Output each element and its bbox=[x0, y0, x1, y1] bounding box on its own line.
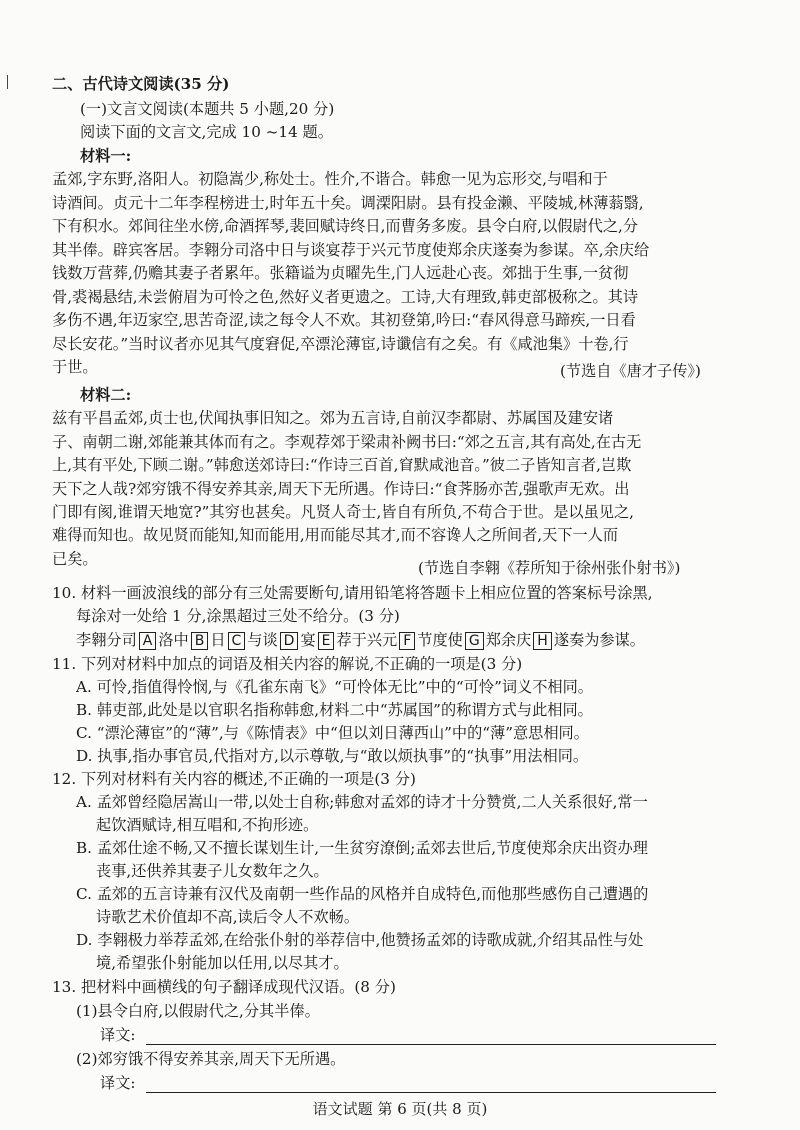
q10-segment: 李翱分司 bbox=[76, 631, 137, 649]
q13-item-2: (2)郊穷饿不得安养其亲,周天下无所遇。 bbox=[76, 1050, 346, 1068]
material2-line: 难得而知也。故见贤而能知,知而能用,用而能尽其才,而不容谗人之所间者,天下一人而 bbox=[52, 526, 619, 544]
section-title: 二、古代诗文阅读(35 分) bbox=[52, 75, 230, 93]
material2-source: (节选自李翱《荐所知于徐州张仆射书》) bbox=[418, 559, 681, 577]
q11-option-d: D. 执事,指办事官员,代指对方,以示尊敬,与“敢以烦执事”的“执事”用法相同。 bbox=[76, 747, 589, 765]
q12-option-c-cont: 诗歌艺术价值却不高,读后令人不欢畅。 bbox=[96, 908, 360, 926]
margin-mark bbox=[7, 75, 8, 89]
q11-stem: 11. 下列对材料中加点的词语及相关内容的解说,不正确的一项是(3 分) bbox=[52, 655, 523, 673]
q13-answer-label-1: 译文: bbox=[100, 1026, 136, 1044]
q12-option-a-cont: 起饮酒赋诗,相互唱和,不拘形迹。 bbox=[96, 816, 319, 834]
q13-answer-line-2[interactable] bbox=[146, 1092, 716, 1093]
q10-box-g[interactable]: G bbox=[465, 632, 484, 650]
material1-line: 钱数万营葬,仍赡其妻子者累年。张籍谥为贞曜先生,门人远赴心丧。郊拙于生事,一贫彻 bbox=[52, 264, 629, 282]
q11-option-c: C. “漂沦薄宦”的“薄”,与《陈情表》中“但以刘日薄西山”中的“薄”意思相同。 bbox=[76, 724, 589, 742]
instruction: 阅读下面的文言文,完成 10 ~14 题。 bbox=[80, 123, 333, 141]
material1-line: 尽长安花。”当时议者亦见其气度窘促,卒漂沦薄宦,诗谶信有之矣。有《咸池集》十卷,行 bbox=[52, 335, 629, 353]
material1-label: 材料一: bbox=[80, 147, 132, 165]
q10-segment: 郑余庆 bbox=[485, 631, 532, 649]
q10-box-d[interactable]: D bbox=[280, 632, 299, 650]
q10-segment: 荐于兴元 bbox=[336, 631, 398, 649]
q10-stem-cont: 每涂对一处给 1 分,涂黑超过三处不给分。(3 分) bbox=[76, 607, 400, 625]
q11-option-a: A. 可怜,指值得怜悯,与《孔雀东南飞》“可怜体无比”中的“可怜”词义不相同。 bbox=[76, 678, 593, 696]
q10-segment: 日 bbox=[210, 631, 226, 649]
q12-option-d-cont: 境,希望张仆射能加以任用,以尽其才。 bbox=[96, 954, 349, 972]
q10-box-e[interactable]: E bbox=[318, 632, 335, 650]
q11-option-b: B. 韩吏部,此处是以官职名指称韩愈,材料二中“苏属国”的称谓方式与此相同。 bbox=[76, 701, 593, 719]
q10-box-c[interactable]: C bbox=[228, 632, 246, 650]
q10-segment: 与谈 bbox=[247, 631, 278, 649]
subsection-title: (一)文言文阅读(本题共 5 小题,20 分) bbox=[80, 100, 335, 118]
q13-answer-line-1[interactable] bbox=[146, 1044, 716, 1045]
material2-line: 天下之人哉?郊穷饿不得安养其亲,周天下无所遇。作诗曰:“食荠肠亦苦,强歌声无欢。出 bbox=[52, 480, 630, 498]
material1-line: 骨,裘褐悬结,未尝俯眉为可怜之色,然好义者更遗之。工诗,大有理致,韩吏部极称之。其诗 bbox=[52, 288, 639, 306]
material2-line: 子、南朝二谢,郊能兼其体而有之。李观荐郊于梁肃补阙书曰:“郊之五言,其有高处,在古无 bbox=[52, 433, 642, 451]
material2-line: 上,其有平处,下顾二谢。”韩愈送郊诗曰:“作诗三百首,窅默咸池音。”彼二子皆知言者,岂欺 bbox=[52, 456, 632, 474]
q10-break-sentence bbox=[76, 629, 645, 651]
material1-source: (节选自《唐才子传》) bbox=[560, 362, 701, 380]
q10-box-a[interactable]: A bbox=[139, 632, 157, 650]
material2-label: 材料二: bbox=[80, 386, 132, 404]
q10-segment: 节度使 bbox=[417, 631, 463, 649]
material1-line: 其半俸。辟宾客居。李翱分司洛中日与谈宴荐于兴元节度使郑余庆遂奏为参谋。卒,余庆给 bbox=[52, 241, 650, 259]
q13-item-1: (1)县令白府,以假尉代之,分其半俸。 bbox=[76, 1002, 320, 1020]
material1-line: 于世。 bbox=[52, 358, 98, 376]
material2-line: 兹有平昌孟郊,贞士也,伏闻执事旧知之。郊为五言诗,自前汉李都尉、苏属国及建安诸 bbox=[52, 409, 614, 427]
q12-stem: 12. 下列对材料有关内容的概述,不正确的一项是(3 分) bbox=[52, 770, 416, 788]
material1-line: 多伤不遇,年迈家空,思苦奇涩,读之每令人不欢。其初登第,吟曰:“春风得意马蹄疾,一日看 bbox=[52, 311, 636, 329]
material2-line: 门即有阂,谁谓天地宽?”其穷也甚矣。凡贤人奇士,皆自有所负,不苟合于世。是以虽见之, bbox=[52, 503, 634, 521]
q12-option-b: B. 孟郊仕途不畅,又不擅长谋划生计,一生贫穷潦倒;孟郊去世后,节度使郑余庆出资办理 bbox=[76, 839, 648, 857]
q10-box-f[interactable]: F bbox=[399, 632, 415, 650]
q12-option-b-cont: 丧事,还供养其妻子儿女数年之久。 bbox=[96, 862, 329, 880]
q10-box-h[interactable]: H bbox=[533, 632, 552, 650]
material1-line: 孟郊,字东野,洛阳人。初隐嵩少,称处士。性介,不谐合。韩愈一见为忘形交,与唱和于 bbox=[52, 170, 608, 188]
q10-box-b[interactable]: B bbox=[191, 632, 209, 650]
q13-answer-label-2: 译文: bbox=[100, 1074, 136, 1092]
q10-segment: 洛中 bbox=[158, 631, 189, 649]
page-footer: 语文试题 第 6 页(共 8 页) bbox=[312, 1100, 488, 1118]
q12-option-d: D. 李翱极力举荐孟郊,在给张仆射的举荐信中,他赞扬孟郊的诗歌成就,介绍其品性与处 bbox=[76, 931, 644, 949]
q12-option-c: C. 孟郊的五言诗兼有汉代及南朝一些作品的风格并自成特色,而他那些感伤自己遭遇的 bbox=[76, 885, 649, 903]
material1-line: 下有积水。郊间往坐水傍,命酒挥琴,裴回赋诗终日,而曹务多废。县令白府,以假尉代之,分 bbox=[52, 217, 639, 235]
q13-stem: 13. 把材料中画横线的句子翻译成现代汉语。(8 分) bbox=[52, 978, 396, 996]
q12-option-a: A. 孟郊曾经隐居嵩山一带,以处士自称;韩愈对孟郊的诗才十分赞赏,二人关系很好,常一 bbox=[76, 793, 648, 811]
q10-segment: 宴 bbox=[300, 631, 316, 649]
material2-line: 已矣。 bbox=[52, 550, 98, 568]
q10-segment: 遂奏为参谋。 bbox=[553, 631, 645, 649]
material1-line: 诗酒间。贞元十二年李程榜进士,时年五十矣。调溧阳尉。县有投金濑、平陵城,林薄蓊翳, bbox=[52, 194, 644, 212]
q10-stem: 10. 材料一画波浪线的部分有三处需要断句,请用铅笔将答题卡上相应位置的答案标号涂黑, bbox=[52, 584, 653, 602]
